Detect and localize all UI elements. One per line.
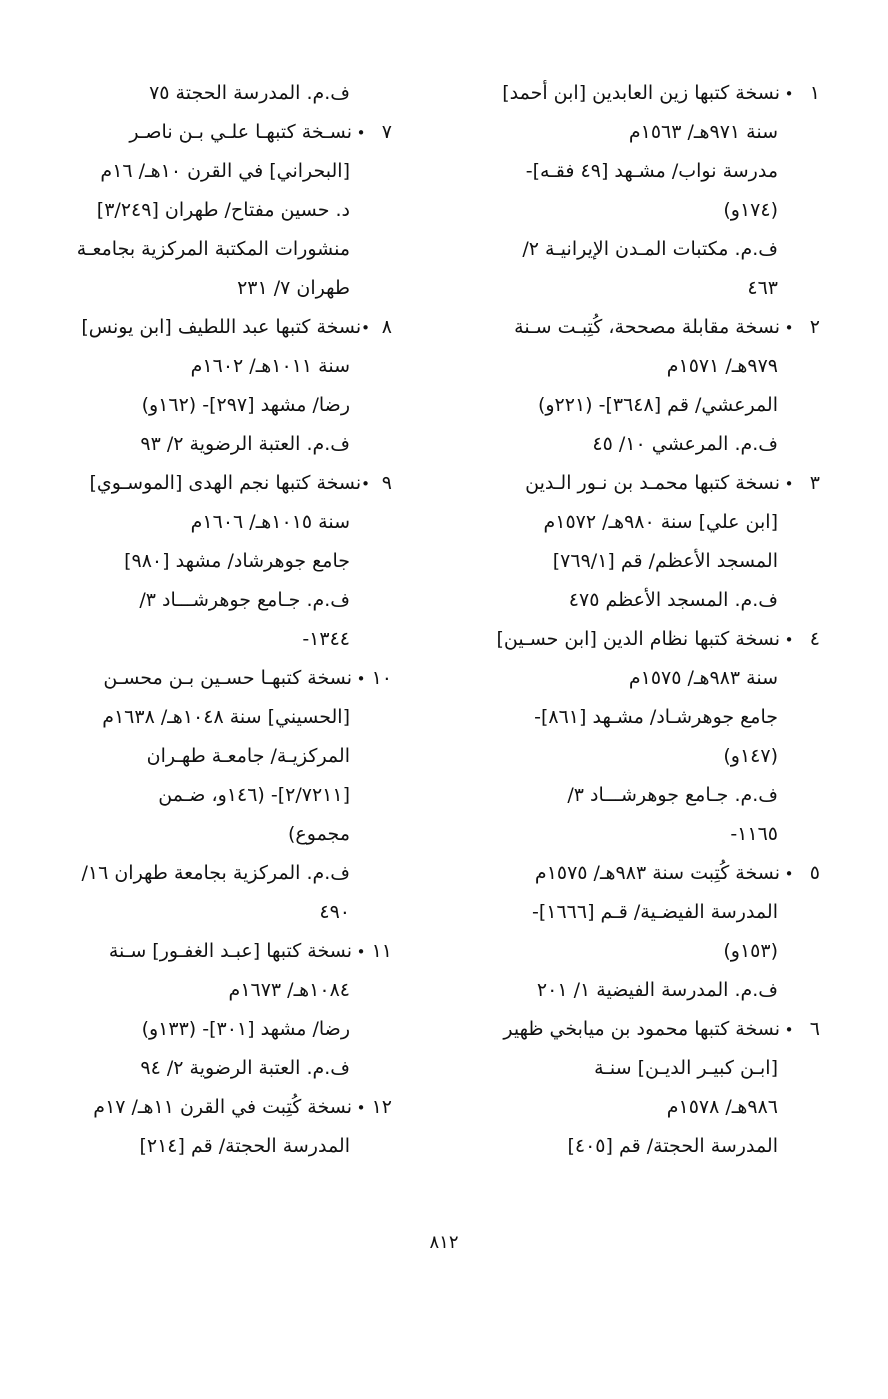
entry-line: المدرسة الحجتة/ قم [٤٠٥]	[567, 1135, 778, 1157]
entry-first-line	[89, 464, 392, 503]
entry-line: رضا/ مشهد [٣٠١]- (١٣٣و)	[141, 1018, 350, 1040]
bullet-icon: •	[356, 1099, 366, 1117]
entry-text: نسخة كتبها محمود بن ميابخي ظهير	[503, 1018, 780, 1040]
entry-line: (١٤٧و)	[723, 745, 778, 767]
bullet-icon: •	[356, 124, 366, 142]
entry-first-line	[81, 308, 392, 347]
entry-line: جامع جوهرشـاد/ مشـهد [٨٦١]-	[534, 706, 778, 728]
entry-number: ٢	[809, 316, 820, 338]
entry-number: ١٢	[371, 1096, 392, 1118]
manuscript-entry	[485, 620, 820, 854]
manuscript-entry	[92, 1088, 392, 1166]
bullet-icon: •	[784, 319, 794, 337]
entry-text: نسخة مقابلة مصححة، كُتِبـت سـنة	[514, 316, 780, 338]
entry-first-line	[92, 932, 392, 971]
manuscript-entry	[485, 464, 820, 620]
manuscript-entry	[76, 113, 392, 308]
entry-text: نسخة كتبهـا حسـين بـن محسـن	[103, 667, 352, 689]
bullet-icon: •	[784, 85, 794, 103]
bullet-icon: •	[784, 475, 794, 493]
manuscript-entry	[92, 932, 392, 1088]
manuscript-entry	[81, 308, 392, 464]
entry-number: ٨	[381, 316, 392, 338]
entry-number: ٤	[809, 628, 820, 650]
entry-line: سنة ٩٧١هـ/ ١٥٦٣م	[628, 121, 778, 143]
entry-number: ١	[809, 82, 820, 104]
entry-text: نسخة كتبها محمـد بن نـور الـدين	[525, 472, 780, 494]
left-column	[76, 74, 392, 1166]
entry-text: نسخة كُتِبت سنة ٩٨٣هـ/ ١٥٧٥م	[534, 862, 780, 884]
entry-number: ٣	[809, 472, 820, 494]
entry-line: [ابن علي] سنة ٩٨٠هـ/ ١٥٧٢م	[543, 511, 778, 533]
entry-first-line	[92, 113, 392, 152]
entry-first-line	[485, 854, 820, 893]
entry-number: ٧	[381, 121, 392, 143]
entry-text: نسـخة كتبهـا علـي بـن ناصـر	[129, 121, 352, 143]
entry-first-line	[92, 659, 392, 698]
right-column	[485, 74, 820, 1166]
bullet-icon: •	[784, 865, 794, 883]
entry-line: ٤٩٠	[319, 901, 350, 923]
entry-line: ١٣٤٤-	[302, 628, 350, 650]
bullet-icon: •	[356, 670, 366, 688]
page-number: ٨١٢	[429, 1232, 459, 1253]
entry-text: نسخة كتبها نظام الدين [ابن حسـين]	[496, 628, 780, 650]
manuscript-entry	[485, 854, 820, 1010]
entry-line: ١١٦٥-	[730, 823, 778, 845]
entry-line: [ابـن كبيـر الديـن] سنـة	[594, 1057, 778, 1079]
entry-first-line	[92, 1088, 392, 1127]
bullet-icon: •	[361, 475, 370, 493]
entry-line: ف.م. العتبة الرضوية ٢/ ٩٤	[140, 1057, 350, 1079]
entry-number: ١٠	[371, 667, 392, 689]
entry-text: نسخة كتبها زين العابدين [ابن أحمد]	[502, 82, 780, 104]
entry-line: المرعشي/ قم [٣٦٤٨]- (٢٢١و)	[537, 394, 778, 416]
entry-first-line	[485, 308, 820, 347]
entry-line: منشورات المكتبة المركزية بجامعـة	[76, 238, 350, 260]
entry-line: جامع جوهرشاد/ مشهد [٩٨٠]	[124, 550, 350, 572]
entry-line: ف.م. المرعشي ١٠/ ٤٥	[592, 433, 778, 455]
entry-number: ٥	[809, 862, 820, 884]
entry-line: ٩٧٩هـ/ ١٥٧١م	[666, 355, 778, 377]
entry-first-line	[485, 464, 820, 503]
entry-line: ١٠٨٤هـ/ ١٦٧٣م	[228, 979, 350, 1001]
bullet-icon: •	[361, 319, 370, 337]
manuscript-entry	[485, 74, 820, 308]
manuscript-entry	[81, 659, 392, 932]
continuation-line: ف.م. المدرسة الحجتة ٧٥	[149, 82, 350, 104]
entry-number: ٦	[809, 1018, 820, 1040]
bullet-icon: •	[784, 631, 794, 649]
entry-line: ٩٨٦هـ/ ١٥٧٨م	[666, 1096, 778, 1118]
bullet-icon: •	[356, 943, 366, 961]
manuscript-entry	[89, 464, 392, 659]
entry-line: سنة ٩٨٣هـ/ ١٥٧٥م	[628, 667, 778, 689]
entry-first-line	[485, 620, 820, 659]
entry-line: ف.م. المسجد الأعظم ٤٧٥	[568, 589, 778, 611]
bullet-icon: •	[784, 1021, 794, 1039]
entry-number: ١١	[371, 940, 392, 962]
entry-line: مجموع)	[288, 823, 350, 845]
entry-line: المدرسة الفيضـية/ قـم [١٦٦٦]-	[531, 901, 778, 923]
entry-line: د. حسين مفتاح/ طهران [٣/٢٤٩]	[96, 199, 350, 221]
entry-number: ٩	[381, 472, 392, 494]
entry-line: المدرسة الحجتة/ قم [٢١٤]	[139, 1135, 350, 1157]
entry-text: نسخة كُتِبت في القرن ١١هـ/ ١٧م	[93, 1096, 352, 1118]
entry-text: نسخة كتبها نجم الهدى [الموسـوي]	[89, 472, 362, 494]
entry-text: نسخة كتبها عبد اللطيف [ابن يونس]	[81, 316, 362, 338]
entry-line: رضا/ مشهد [٢٩٧]- (١٦٢و)	[141, 394, 350, 416]
entry-line: المسجد الأعظم/ قم [٧٦٩/١]	[552, 550, 778, 572]
entry-line: ف.م. المدرسة الفيضية ١/ ٢٠١	[536, 979, 778, 1001]
entry-line: مدرسة نواب/ مشـهد [٤٩ فقـه]-	[525, 160, 778, 182]
entry-line: ف.م. جـامع جوهرشـــاد ٣/	[567, 784, 778, 806]
entry-line: المركزيـة/ جامعـة طهـران	[146, 745, 350, 767]
entry-line: (١٥٣و)	[723, 940, 778, 962]
entry-line: [الحسيني] سنة ١٠٤٨هـ/ ١٦٣٨م	[102, 706, 350, 728]
entry-line: [٢/٧٢١١]- (١٤٦و، ضـمن	[158, 784, 350, 806]
entry-line: ف.م. جـامع جوهرشـــاد ٣/	[139, 589, 350, 611]
entry-line: ف.م. العتبة الرضوية ٢/ ٩٣	[140, 433, 350, 455]
manuscript-entry	[485, 1010, 820, 1166]
entry-line: (١٧٤و)	[723, 199, 778, 221]
entry-line: ف.م. المركزية بجامعة طهران ١٦/	[81, 862, 350, 884]
entry-line: ٤٦٣	[747, 277, 778, 299]
entry-first-line	[485, 74, 820, 113]
entry-line: سنة ١٠١٥هـ/ ١٦٠٦م	[190, 511, 350, 533]
entry-line: ف.م. مكتبات المـدن الإيرانيـة ٢/	[522, 238, 778, 260]
entry-text: نسخة كتبها [عبـد الغفـور] سـنة	[108, 940, 352, 962]
entry-first-line	[485, 1010, 820, 1049]
entry-line: سنة ١٠١١هـ/ ١٦٠٢م	[190, 355, 350, 377]
entry-line: [البحراني] في القرن ١٠هـ/ ١٦م	[100, 160, 350, 182]
entry-line: طهران ٧/ ٢٣١	[237, 277, 350, 299]
manuscript-entry	[485, 308, 820, 464]
